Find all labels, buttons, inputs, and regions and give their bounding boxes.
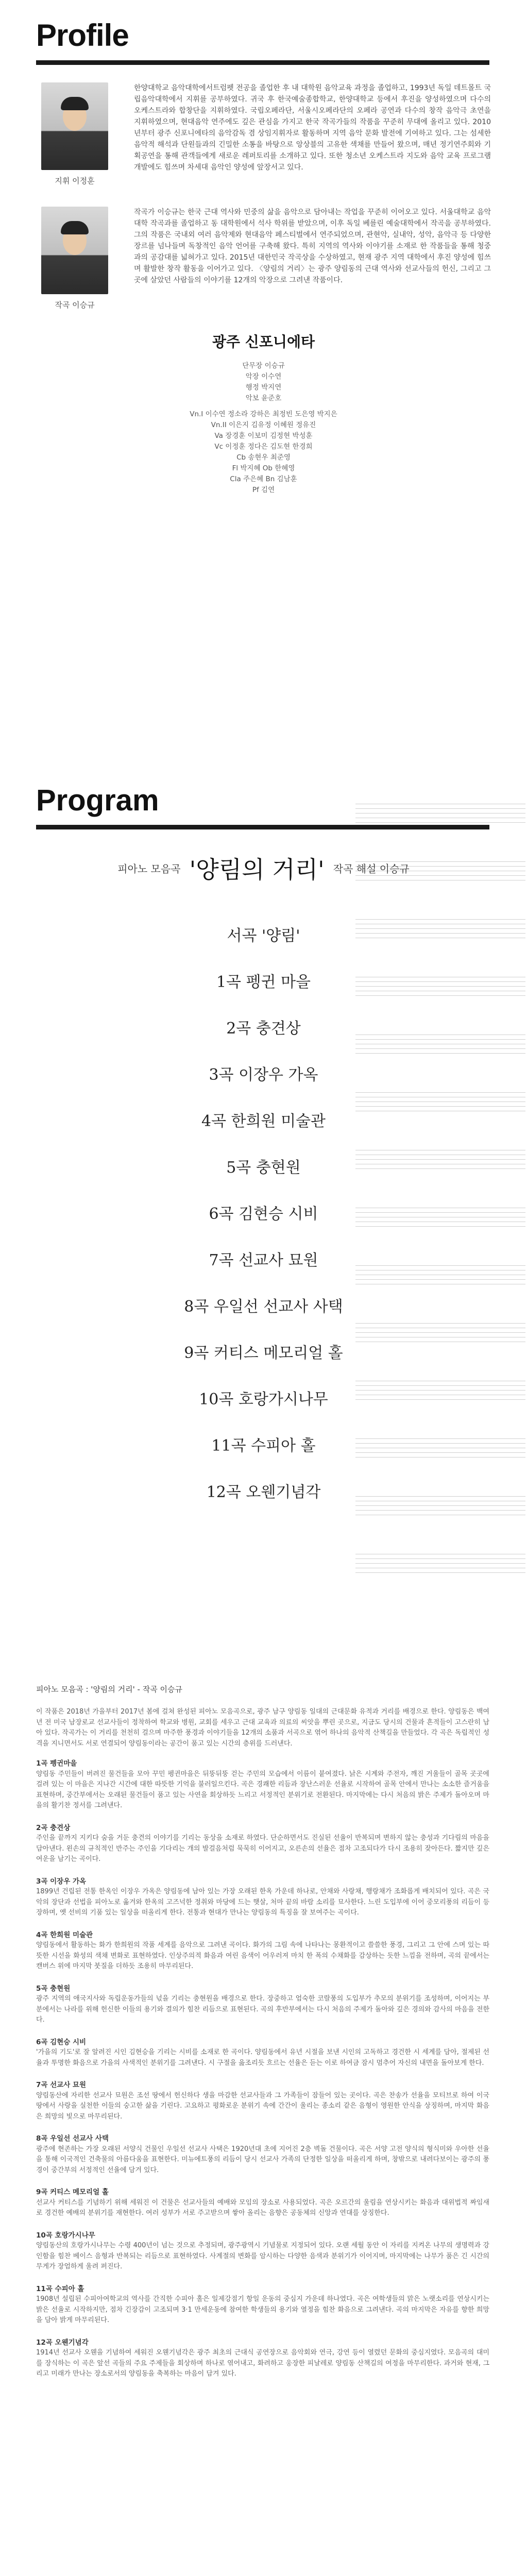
staff-line: 악장 이수연 [245, 372, 282, 381]
member-line: Cb 송현우 최준영 [236, 453, 291, 462]
note-item-text: 광주 지역의 애국지사와 독립운동가들의 넋을 기리는 충현원을 배경으로 한다. 장중하고 엄숙한 코랄풍의 도입부가 추모의 분위기를 조성하며, 이어지는 부분에서는 나라를 위해 헌신한 이들의 용기와 결의가 힘찬 리듬으로 표현된다. 곡의 후반부에서는 다시 처음의 주제가 돌아와 깊은 경의와 감사의 마음을 전한다. [36, 1995, 489, 2024]
note-item-text: '가을의 기도'로 잘 알려진 시인 김현승을 기리는 시비를 소재로 한 곡이다. 양림동에서 유년 시절을 보낸 시인의 고독하고 경건한 시 세계를 담아, 절제된 선율과 투명한 화음으로 가을의 사색적인 분위기를 그려낸다. 시 구절을 읊조리듯 흐르는 선율은 듣는 이로 하여금 잠시 멈추어 자신의 내면을 돌아보게 한다. [36, 2048, 489, 2067]
composer-caption: 작곡 이승규 [55, 300, 95, 310]
composer-profile [36, 207, 491, 310]
member-line: Cla 주은혜 Bn 김남훈 [230, 475, 297, 483]
movement-list [36, 913, 491, 1516]
note-item-text: 양림동산의 호랑가시나무는 수령 400년이 넘는 것으로 추정되며, 광주광역시 기념물로 지정되어 있다. 오랜 세월 동안 이 자리를 지켜온 나무의 생명력과 강인함을 힘찬 베이스 음형과 반복되는 리듬으로 표현하였다. 사계절의 변화를 암시하는 다양한 음색과 분위기가 이어지며, 마지막에는 나무가 품은 긴 시간의 무게가 장엄하게 울려 퍼진다. [36, 2242, 489, 2270]
note-item-title: 6곡 김현승 시비 [36, 2038, 87, 2046]
notes-item-list [36, 1758, 489, 2380]
note-item [36, 1930, 489, 1972]
member-line: Vc 이정훈 정다은 김도현 한경희 [214, 443, 313, 451]
profile-title: Profile [36, 18, 129, 53]
ensemble-roster [36, 331, 491, 496]
note-item-text: 양림동 주민들이 버려진 물건들을 모아 꾸민 펭귄마을은 뒤뚱뒤뚱 걷는 주민의 모습에서 이름이 붙여졌다. 낡은 시계와 주전자, 깨진 거울들이 골목 곳곳에 걸려 있는 이 마을은 지나간 시간에 대한 따뜻한 기억을 불러일으킨다. 곡은 경쾌한 리듬과 장난스러운 선율로 시작하여 골목 안에서 만나는 소소한 즐거움을 표현하며, 중간부에서는 오래된 물건들이 품고 있는 사연을 회상하듯 느리고 서정적인 분위기로 전환된다. 마지막에는 다시 처음의 밝은 주제가 돌아오며 마을의 활기찬 정서를 그려낸다. [36, 1770, 489, 1809]
note-item [36, 2230, 489, 2273]
program-notes [36, 1684, 489, 2391]
movement-item: 2곡 충견상 [226, 1020, 301, 1038]
member-line: Vn.I 이수연 정소라 강하은 최정빈 도은영 박지은 [190, 410, 337, 418]
staff-line-decoration [355, 1572, 525, 1573]
note-item [36, 1758, 489, 1811]
program-title: Program [36, 784, 159, 817]
staff-line: 악보 윤준호 [245, 394, 282, 402]
note-item [36, 2037, 489, 2069]
notes-heading: 피아노 모음곡 : '양림의 거리' - 작곡 이승규 [36, 1685, 182, 1694]
note-item [36, 2080, 489, 2122]
movement-item: 4곡 한희원 미술관 [201, 1112, 326, 1130]
note-item-text: 양림동산에 자리한 선교사 묘원은 조선 땅에서 헌신하다 생을 마감한 선교사들과 그 가족들이 잠들어 있는 곳이다. 곡은 찬송가 선율을 모티브로 하여 이국 땅에서 사랑을 실천한 이들의 숭고한 삶을 기린다. 고요하고 평화로운 분위기 속에 간간이 울리는 종소리 같은 음형이 영원한 안식을 상징하며, 마지막 화음은 희망의 빛으로 마무리된다. [36, 2091, 489, 2121]
note-item [36, 1823, 489, 1865]
note-item-title: 5곡 충현원 [36, 1984, 71, 1993]
profile-section [0, 0, 527, 496]
movement-item: 11곡 수피아 홀 [211, 1437, 316, 1455]
note-item-title: 12곡 오웬기념각 [36, 2338, 89, 2347]
note-item [36, 2284, 489, 2326]
title-divider [36, 825, 489, 829]
movement-item: 9곡 커티스 메모리얼 홀 [184, 1344, 343, 1362]
note-item-text: 광주에 현존하는 가장 오래된 서양식 건물인 우일선 선교사 사택은 1920년대 초에 지어진 2층 벽돌 건물이다. 곡은 서양 고전 양식의 형식미와 우아한 선율을 통해 이국적인 건축물의 아름다움을 표현한다. 미뉴에트풍의 리듬이 당시 선교사 가족의 단정한 일상을 떠올리게 하며, 창밖으로 내려다보이는 광주의 풍경이 중간부의 서정적인 선율에 담겨 있다. [36, 2145, 489, 2174]
conductor-profile [36, 82, 491, 186]
note-item-title: 7곡 선교사 묘원 [36, 2081, 87, 2089]
note-item [36, 2187, 489, 2219]
movement-item: 8곡 우일선 선교사 사택 [184, 1298, 343, 1316]
note-item-title: 4곡 한희원 미술관 [36, 1930, 93, 1939]
movement-item: 6곡 김현승 시비 [209, 1205, 318, 1223]
staff-line-decoration [355, 1558, 525, 1559]
note-item [36, 1984, 489, 2026]
note-item-title: 11곡 수피아 홀 [36, 2284, 84, 2293]
member-line: Vn.II 이은지 김유정 이혜원 정유진 [211, 421, 316, 429]
movement-item: 서곡 '양림' [227, 927, 300, 945]
program-suffix: 작곡 해설 이승규 [333, 862, 410, 875]
staff-line-decoration [355, 1563, 525, 1564]
program-heading [36, 851, 491, 885]
conductor-bio: 한양대학교 음악대학에서트럼펫 전공을 졸업한 후 내 대학원 음악교육 과정을 졸업하고, 1993년 독일 데트몰트 국립음악대학에서 지휘를 공부하였다. 귀국 후 한국예술종합학교, 한양대학교 등에서 후진을 양성하였으며 다수의 오케스트라와 합창단을 지휘하였다. 국립오페라단, 서울시오페라단의 오페라 공연과 다수의 창작 음악극 초연을 지휘하였으며, 현대음악 연주에도 깊은 관심을 가지고 한국 작곡가들의 작품을 꾸준히 무대에 올리고 있다. 2010년부터 광주 신포니에타의 음악감독 겸 상임지휘자로 활동하며 지역 음악 문화 발전에 기여하고 있다. 그는 섬세한 음악적 해석과 단원들과의 긴밀한 소통을 바탕으로 앙상블의 고유한 색채를 만들어 왔으며, 매년 정기연주회와 기획공연을 통해 관객들에게 새로운 레퍼토리를 소개하고 있다. 또한 청소년 오케스트라 지도와 음악 교육 프로그램 개발에도 힘쓰며 차세대 음악인 양성에 앞장서고 있다. [134, 84, 491, 172]
member-line: Va 장경훈 이보미 김정현 박성훈 [214, 432, 313, 440]
note-item-text: 1899년 건립된 전통 한옥인 이장우 가옥은 양림동에 남아 있는 가장 오래된 한옥 가운데 하나로, 안채와 사랑채, 행랑채가 조화롭게 배치되어 있다. 곡은 국악의 장단과 선법을 피아노로 옮겨와 한옥의 고즈넉한 정취와 마당에 드는 햇살, 처마 끝의 바람 소리를 묘사한다. 느린 도입부에 이어 중모리풍의 리듬이 등장하며, 옛 선비의 기품 있는 일상을 떠올리게 한다. 전통과 현대가 만나는 양림동의 특징을 잘 보여주는 곡이다. [36, 1888, 489, 1917]
note-item-title: 10곡 호랑가시나무 [36, 2231, 95, 2240]
notes-intro: 이 작품은 2018년 가을부터 2017년 봄에 걸쳐 완성된 피아노 모음곡으로, 광주 남구 양림동 일대의 근대문화 유적과 거리를 배경으로 한다. 양림동은 백여 년 전 미국 남장로교 선교사들이 정착하여 학교와 병원, 교회를 세우고 근대 교육과 의료의 씨앗을 뿌린 곳으로, 지금도 당시의 건물과 흔적들이 고스란히 남아 있다. 작곡가는 이 거리를 천천히 걸으며 마주한 풍경과 이야기들을 12개의 소품과 서곡으로 엮어 하나의 음악적 산책길을 만들었다. 각 곡은 독립적인 성격을 지니면서도 서로 연결되어 양림동이라는 공간이 품고 있는 시간의 층위를 드러낸다. [36, 1708, 489, 1748]
member-line: Pf 김연 [252, 486, 275, 494]
movement-item: 1곡 펭귄 마을 [216, 973, 311, 991]
note-item-title: 8곡 우일선 선교사 사택 [36, 2134, 109, 2143]
movement-item: 3곡 이장우 가옥 [209, 1066, 318, 1084]
conductor-photo [41, 82, 108, 170]
note-item-text: 1914년 선교사 오웬을 기념하여 세워진 오웬기념각은 광주 최초의 근대식 공연장으로 음악회와 연극, 강연 등이 열렸던 문화의 중심지였다. 모음곡의 대미를 장식하는 이 곡은 앞선 곡들의 주요 주제들을 회상하며 하나로 엮어내고, 화려하고 웅장한 피날레로 양림동 산책길의 여정을 마무리한다. 과거와 현재, 그리고 미래가 만나는 장소로서의 양림동을 축복하는 마음이 담겨 있다. [36, 2349, 489, 2378]
note-item-text: 1908년 설립된 수피아여학교의 역사를 간직한 수피아 홀은 일제강점기 항일 운동의 중심지 가운데 하나였다. 곡은 여학생들의 맑은 노랫소리를 연상시키는 밝은 선율로 시작하지만, 점차 긴장감이 고조되며 3·1 만세운동에 참여한 학생들의 용기와 열정을 힘찬 화음으로 그려낸다. 곡의 마지막은 자유를 향한 희망을 담아 밝게 마무리된다. [36, 2295, 489, 2324]
note-item-title: 3곡 이장우 가옥 [36, 1877, 87, 1886]
note-item-title: 9곡 커티스 메모리얼 홀 [36, 2188, 109, 2196]
program-prefix: 피아노 모음곡 [117, 862, 181, 875]
program-section [0, 783, 527, 1643]
movement-item: 7곡 선교사 묘원 [209, 1251, 318, 1269]
movement-item: 10곡 호랑가시나무 [199, 1391, 328, 1409]
ensemble-name: 광주 신포니에타 [212, 333, 315, 350]
note-item [36, 2337, 489, 2380]
conductor-caption: 지휘 이정훈 [55, 176, 95, 185]
note-item-title: 2곡 충견상 [36, 1823, 71, 1832]
note-item-text: 양림동에서 활동하는 화가 한희원의 작품 세계를 음악으로 그려낸 곡이다. 화가의 그림 속에 나타나는 몽환적이고 쓸쓸한 풍경, 그리고 그 안에 스며 있는 따뜻한 시선을 화성의 색채 변화로 표현하였다. 인상주의적 화음과 여린 음색이 어우러져 마치 한 폭의 수채화를 감상하는 듯한 느낌을 전하며, 곡의 끝에서는 캔버스 위에 마지막 붓질을 더하듯 조용히 마무리된다. [36, 1941, 489, 1970]
program-main-title: '양림의 거리' [189, 856, 325, 884]
title-divider [36, 60, 489, 65]
composer-photo [41, 207, 108, 294]
note-item [36, 1876, 489, 1919]
note-item-text: 선교사 커티스를 기념하기 위해 세워진 이 건물은 선교사들의 예배와 모임의 장소로 사용되었다. 곡은 오르간의 울림을 연상시키는 화음과 대위법적 짜임새로 경건한 예배의 분위기를 재현한다. 여러 성부가 서로 주고받으며 쌓아 올리는 음향은 공동체의 신앙과 연대를 상징한다. [36, 2198, 489, 2217]
composer-bio: 작곡가 이승규는 한국 근대 역사와 민중의 삶을 음악으로 담아내는 작업을 꾸준히 이어오고 있다. 서울대학교 음악대학 작곡과를 졸업하고 동 대학원에서 석사 학위를 받았으며, 이후 독일 베를린 예술대학에서 작곡을 공부하였다. 그의 작품은 국내외 여러 음악제와 현대음악 페스티벌에서 연주되었으며, 관현악, 실내악, 성악, 음악극 등 다양한 장르를 넘나들며 독창적인 음악 언어를 구축해 왔다. 특히 지역의 역사와 이야기를 소재로 한 작품들을 통해 청중과의 공감대를 넓혀가고 있다. 2015년 대한민국 작곡상을 수상하였고, 현재 광주 지역 대학에서 후진 양성에 힘쓰며 활발한 창작 활동을 이어가고 있다. 〈양림의 거리〉는 광주 양림동의 근대 역사와 선교사들의 헌신, 그리고 그곳에 살았던 사람들의 이야기를 12개의 악장으로 그려낸 작품이다. [134, 208, 491, 284]
movement-item: 12곡 오웬기념각 [206, 1483, 321, 1501]
note-item [36, 2133, 489, 2176]
movement-item: 5곡 충현원 [226, 1159, 301, 1177]
note-item-title: 1곡 펭귄마을 [36, 1759, 77, 1768]
staff-line: 단무장 이승규 [242, 362, 285, 370]
staff-line: 행정 박지연 [245, 383, 282, 392]
note-item-text: 주인을 끝까지 지키다 숨을 거둔 충견의 이야기를 기리는 동상을 소재로 하였다. 단순하면서도 진실된 선율이 반복되며 변하지 않는 충성과 기다림의 마음을 담아낸다. 왼손의 규칙적인 반주는 주인을 기다리는 개의 발걸음처럼 묵묵히 이어지고, 오른손의 선율은 점차 고조되다가 다시 조용히 잦아든다. 짧지만 깊은 여운을 남기는 곡이다. [36, 1834, 489, 1863]
member-line: Fl 박지혜 Ob 한혜영 [232, 464, 295, 472]
